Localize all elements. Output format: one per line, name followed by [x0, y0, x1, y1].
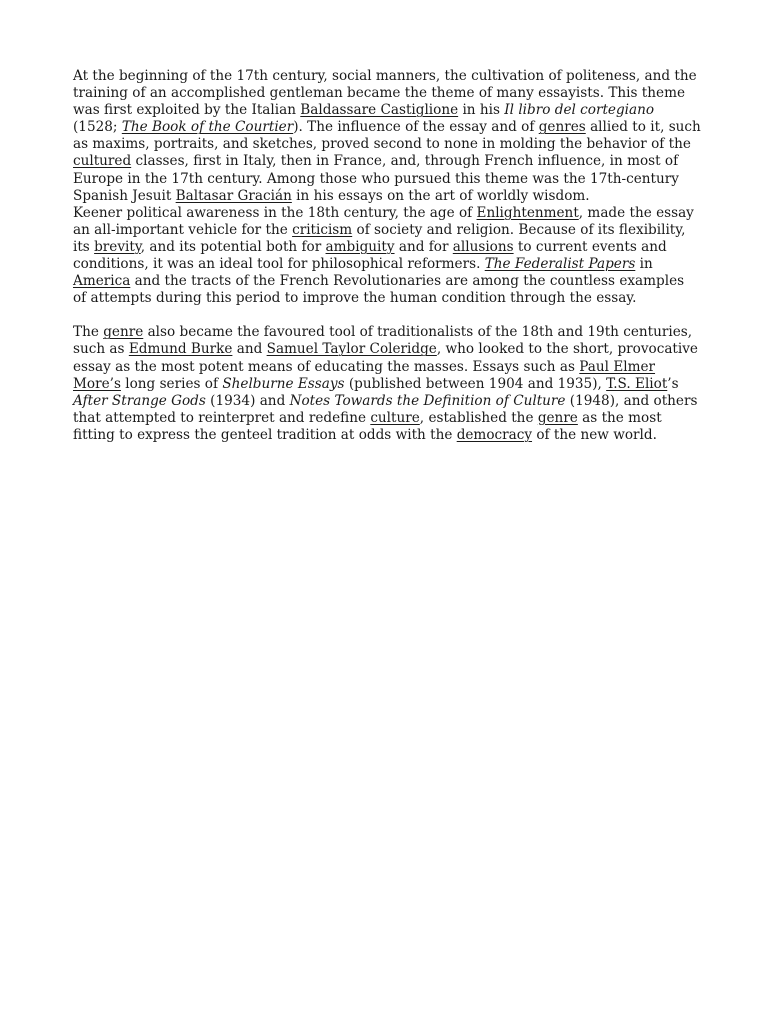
text-run: as the most fitting to express the genteel tradition at odds with the	[73, 409, 662, 443]
inline-link[interactable]: cultured	[73, 153, 132, 170]
text-run: and	[232, 341, 267, 358]
text-run: also became the favoured tool of traditionalists of the 18th and 19th centuries, such as	[73, 324, 693, 358]
paragraph-3	[73, 324, 701, 444]
italic-text: Il libro del cortegiano	[504, 102, 655, 119]
inline-link[interactable]: criticism	[292, 221, 353, 238]
inline-link[interactable]: Edmund Burke	[128, 341, 233, 358]
inline-link[interactable]: culture	[370, 409, 420, 426]
text-run: and the tracts of the French Revolutionaries are among the countless examples of attempts during this period to improve the human condition through the essay.	[73, 273, 685, 307]
inline-link[interactable]: genres	[538, 119, 586, 136]
italic-text: Notes Towards the Definition of Culture	[289, 392, 566, 409]
text-run: (published between 1904 and 1935),	[344, 375, 607, 392]
inline-link[interactable]: allusions	[452, 238, 514, 255]
inline-link[interactable]: The Federalist Papers	[484, 256, 636, 273]
inline-link[interactable]: Paul Elmer More’s	[73, 358, 656, 392]
text-run: in his	[458, 102, 505, 119]
text-run: ’s	[667, 375, 679, 392]
text-run: of society and religion. Because of its flexibility, its	[73, 221, 686, 255]
text-run: allied to it, such as maxims, portraits, and sketches, proved second to none in molding the behavior of the	[73, 119, 701, 153]
inline-link[interactable]: brevity	[94, 238, 141, 255]
italic-text: After Strange Gods	[73, 392, 206, 409]
text-run: and for	[394, 238, 453, 255]
inline-link[interactable]: Baltasar Gracián	[175, 187, 292, 204]
text-run: Keener political awareness in the 18th century, the age of	[73, 204, 477, 221]
inline-link[interactable]: democracy	[456, 426, 533, 443]
text-run: (1934) and	[205, 392, 290, 409]
text-run: long series of	[120, 375, 223, 392]
inline-link[interactable]: ambiguity	[325, 238, 395, 255]
text-run: classes, first in Italy, then in France, and, through French influence, in most of Europe in the 17th century. Among those who pursued this theme was the 17th-century Spanish Jesuit	[73, 153, 679, 204]
inline-link[interactable]: The Book of the Courtier	[121, 119, 294, 136]
inline-link[interactable]: Samuel Taylor Coleridge	[266, 341, 437, 358]
text-run: of the new world.	[532, 426, 657, 443]
text-run: , who looked to the short, provocative essay as the most potent means of educating the masses. Essays such as	[73, 341, 698, 375]
paragraph-1	[73, 68, 701, 205]
inline-link[interactable]: genre	[103, 324, 144, 341]
text-run: in	[635, 256, 653, 273]
text-run: , made the essay an all-important vehicle for the	[73, 204, 694, 238]
text-run: ). The influence of the essay and of	[293, 119, 539, 136]
inline-link[interactable]: genre	[537, 409, 578, 426]
text-run: (1528;	[73, 119, 122, 136]
inline-link[interactable]: America	[73, 273, 131, 290]
italic-text: Shelburne Essays	[222, 375, 345, 392]
text-run: , established the	[419, 409, 538, 426]
inline-link[interactable]: Baldassare Castiglione	[300, 102, 459, 119]
text-run: At the beginning of the 17th century, social manners, the cultivation of politeness, and the training of an accomplished gentleman became the theme of many essayists. This theme was first exploited by the Italian	[73, 68, 697, 119]
text-run: The	[73, 324, 104, 341]
paragraph-2	[73, 205, 701, 308]
text-run: , and its potential both for	[140, 238, 326, 255]
inline-link[interactable]: Enlightenment	[476, 204, 579, 221]
text-run: to current events and conditions, it was an ideal tool for philosophical reformers.	[73, 238, 667, 273]
document-body	[73, 68, 701, 444]
text-run: in his essays on the art of worldly wisdom.	[291, 187, 590, 204]
text-run: (1948), and others that attempted to reinterpret and redefine	[73, 392, 698, 426]
inline-link[interactable]: T.S. Eliot	[606, 375, 668, 392]
paragraph-spacer	[73, 307, 701, 324]
